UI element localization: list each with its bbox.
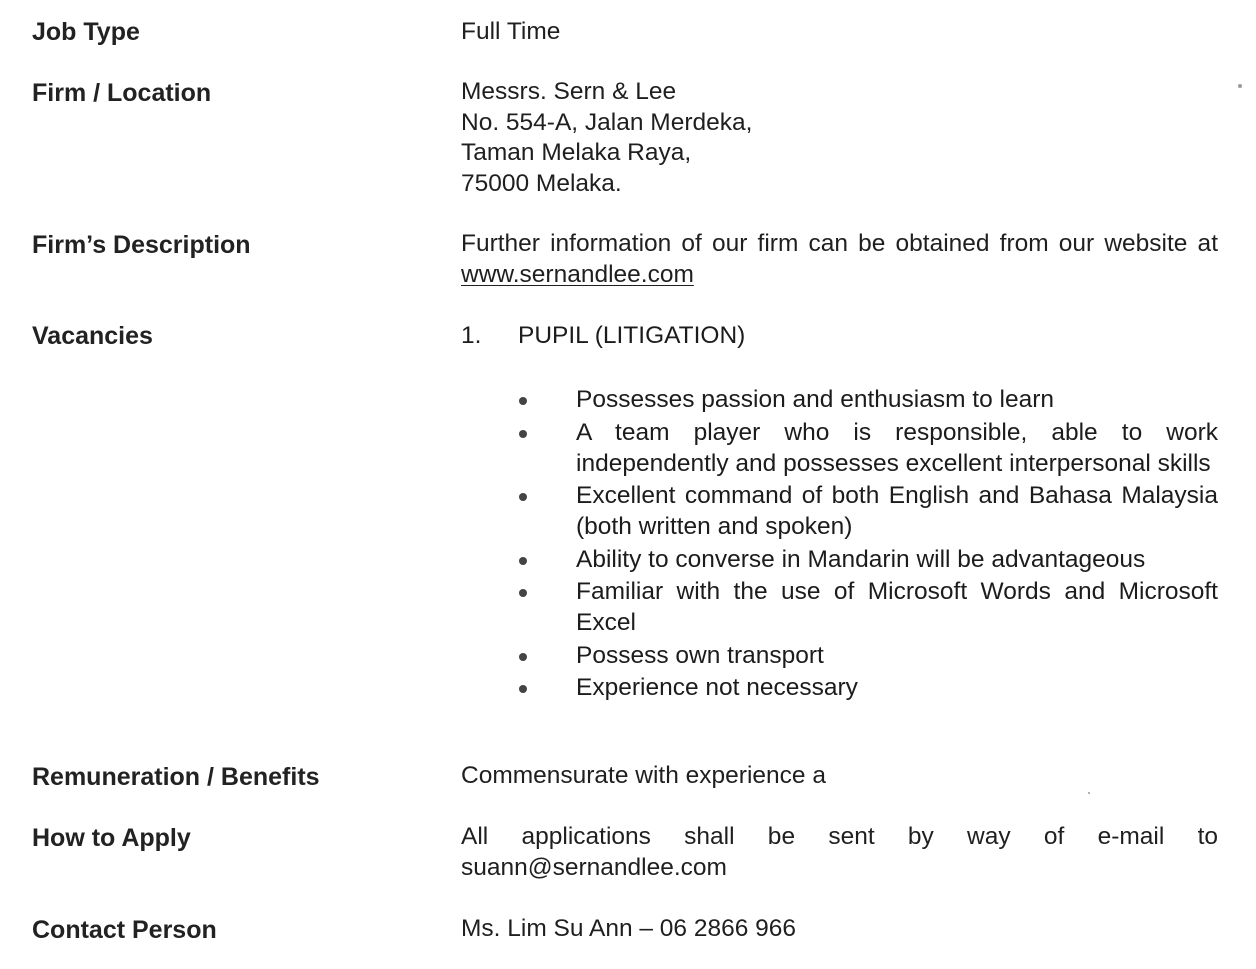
contact-person-value: Ms. Lim Su Ann – 06 2866 966	[461, 915, 797, 942]
firm-address-line: 75000 Melaka.	[461, 169, 622, 197]
bullet-icon	[519, 397, 527, 405]
firm-address-line: Taman Melaka Raya,	[461, 139, 692, 166]
requirement-text: A team player who is responsible, able to work independently and possesses excellent interpersonal skills	[576, 418, 1218, 477]
remuneration-value: Commensurate with experience a	[461, 762, 826, 789]
vacancy-title: PUPIL (LITIGATION)	[518, 322, 746, 349]
bullet-icon	[519, 589, 527, 597]
bullet-icon	[519, 653, 527, 661]
firm-address-line: No. 554-A, Jalan Merdeka,	[461, 108, 753, 136]
contact-person-label: Contact Person	[32, 916, 217, 944]
apply-email[interactable]: suann@sernandlee.com	[461, 853, 727, 881]
requirement-text: Excellent command of both English and Bahasa Malaysia (both written and spoken)	[576, 482, 1218, 540]
vacancy-number: 1.	[461, 322, 482, 349]
list-item	[516, 417, 1218, 479]
list-item	[516, 576, 1218, 638]
how-to-apply-label: How to Apply	[32, 824, 191, 852]
firm-description-label: Firm’s Description	[32, 231, 251, 259]
list-item	[516, 480, 1218, 542]
job-type-value: Full Time	[461, 18, 561, 45]
firm-website-link[interactable]: www.sernandlee.com	[461, 260, 694, 288]
vacancy-heading	[461, 321, 745, 351]
scan-speck	[1238, 84, 1242, 88]
requirement-text: Ability to converse in Mandarin will be advantageous	[576, 545, 1146, 573]
scan-speck	[1088, 792, 1090, 794]
bullet-icon	[519, 685, 527, 693]
how-to-apply-value	[461, 822, 1218, 883]
vacancies-label: Vacancies	[32, 322, 153, 350]
requirement-text: Possesses passion and enthusiasm to learn	[576, 386, 1055, 413]
requirement-text: Experience not necessary	[576, 674, 858, 701]
bullet-icon	[519, 493, 527, 501]
list-item	[516, 672, 1218, 703]
firm-description-text: Further information of our firm can be obtained from our website at	[461, 230, 1218, 257]
list-item	[516, 384, 1218, 415]
how-to-apply-text: All applications shall be sent by way of e-mail to	[461, 823, 1218, 850]
requirements-list	[516, 384, 1218, 705]
bullet-icon	[519, 557, 527, 565]
firm-location-label: Firm / Location	[32, 79, 212, 107]
firm-address-line: Messrs. Sern & Lee	[461, 78, 677, 105]
firm-description	[461, 229, 1218, 290]
requirement-text: Familiar with the use of Microsoft Words and Microsoft Excel	[576, 578, 1218, 636]
list-item	[516, 544, 1218, 575]
bullet-icon	[519, 430, 527, 438]
requirement-text: Possess own transport	[576, 641, 824, 669]
job-type-label: Job Type	[32, 18, 140, 46]
firm-address	[461, 77, 1218, 199]
list-item	[516, 640, 1218, 671]
remuneration-label: Remuneration / Benefits	[32, 763, 320, 791]
